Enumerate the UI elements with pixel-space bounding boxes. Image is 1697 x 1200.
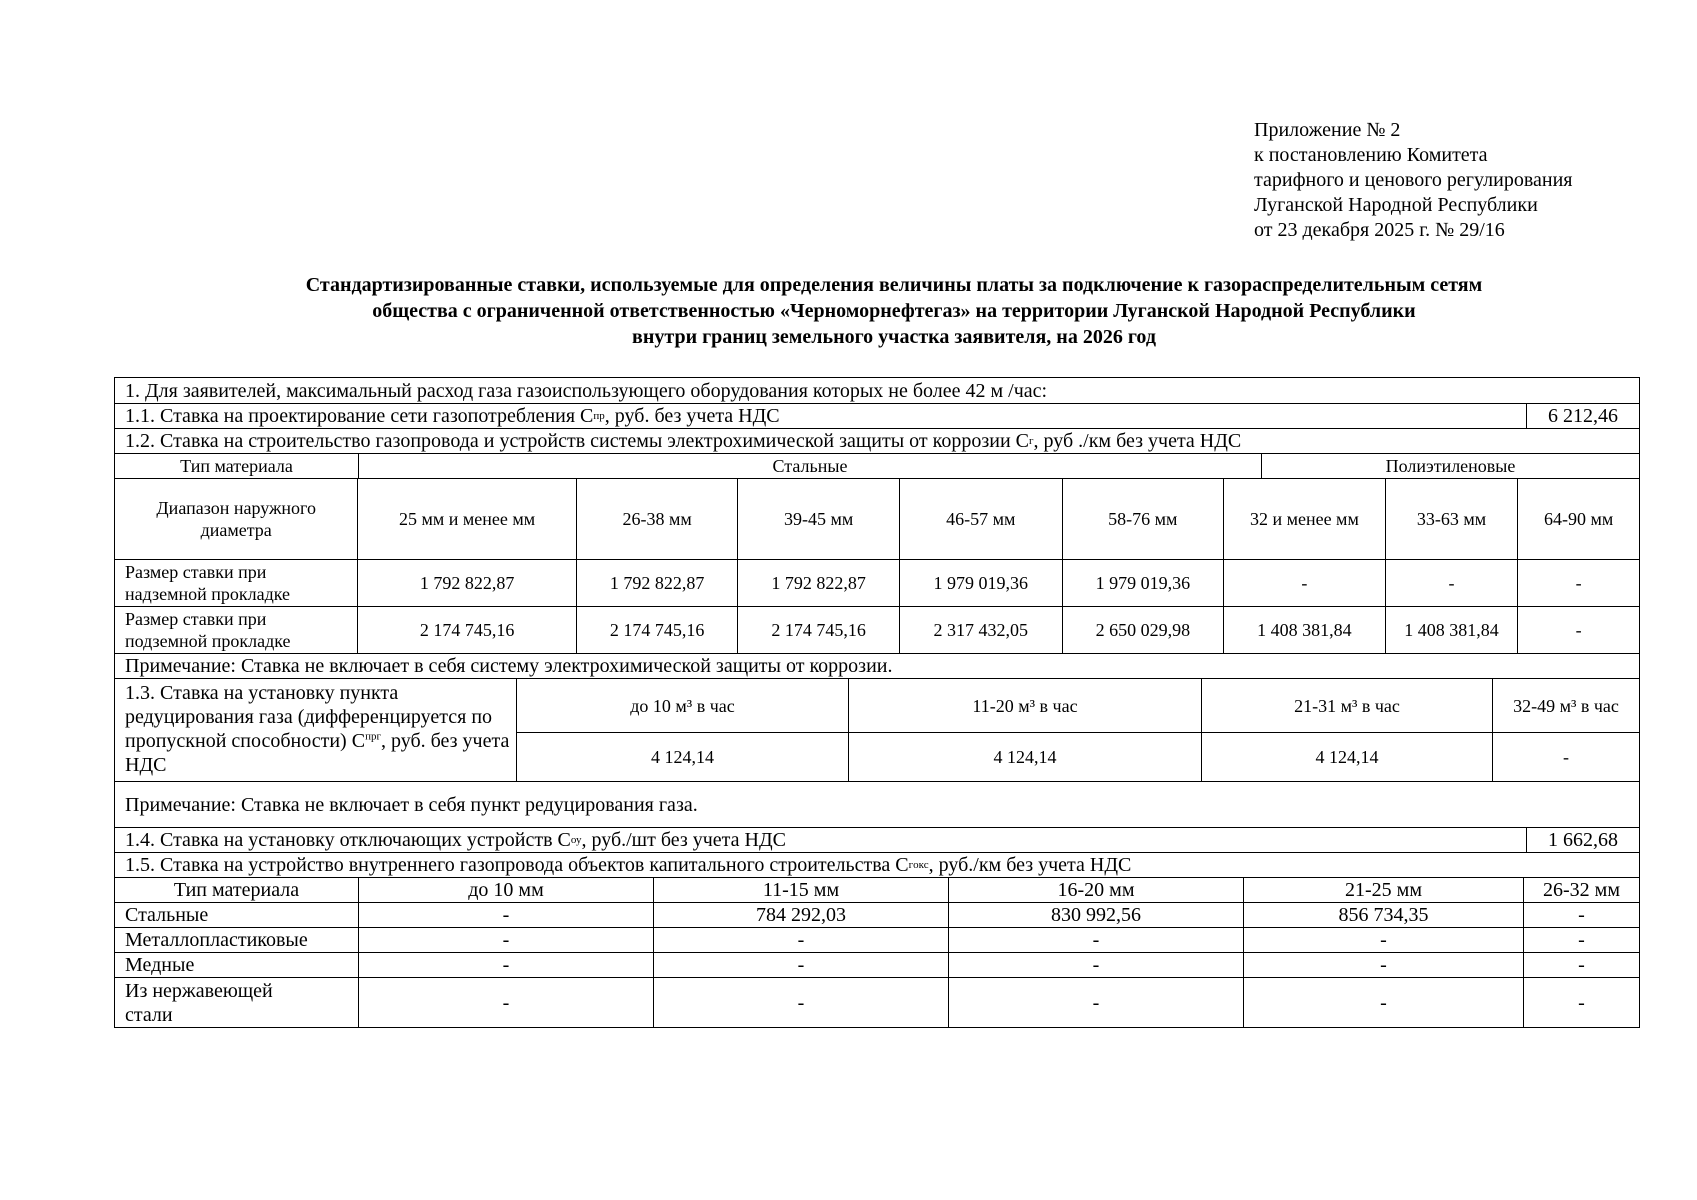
rate-1-1-value: 6 212,46 — [1548, 405, 1618, 427]
rate-value-cell: 4 124,14 — [517, 733, 849, 781]
diameter-range-label: Диапазон наружного диаметра — [115, 479, 358, 559]
section-1-heading-row — [115, 378, 1639, 403]
rate-value-cell: - — [949, 928, 1244, 952]
appendix-line: от 23 декабря 2025 г. № 29/16 — [1254, 219, 1505, 241]
rate-value-cell: - — [1224, 560, 1386, 606]
diameter-cell: 58-76 мм — [1063, 479, 1225, 559]
diameter-cell: 32 и менее мм — [1224, 479, 1386, 559]
appendix-line: к постановлению Комитета — [1254, 144, 1488, 166]
rate-value-cell: 2 174 745,16 — [577, 607, 739, 653]
rate-value-cell: 1 792 822,87 — [738, 560, 900, 606]
rate-value-cell: - — [359, 928, 654, 952]
rate-1-5-label: 1.5. Ставка на устройство внутреннего газопровода объектов капитального строительства С г окс , руб./км без учета НДС — [125, 854, 1132, 876]
rate-value-cell: 1 792 822,87 — [577, 560, 739, 606]
diameter-cell: 33-63 мм — [1386, 479, 1519, 559]
diameter-cell: 46-57 мм — [900, 479, 1063, 559]
rate-1-3-grid — [517, 679, 1639, 781]
rate-value-cell: 2 174 745,16 — [358, 607, 576, 653]
size-cell: 26-32 мм — [1543, 879, 1620, 901]
rate-1-2-diameter-row — [115, 478, 1639, 559]
rate-value-cell: - — [1575, 620, 1582, 640]
rate-1-4-row — [115, 827, 1639, 852]
rate-value-cell: - — [359, 953, 654, 977]
diameter-cell: 25 мм и менее мм — [358, 479, 576, 559]
rate-1-5-size-row — [115, 877, 1639, 902]
rate-value-cell: - — [949, 978, 1244, 1027]
rate-value-cell: 1 792 822,87 — [358, 560, 576, 606]
rate-value-cell: - — [1244, 953, 1524, 977]
table-row — [115, 927, 1639, 952]
rate-1-3-note-row — [115, 781, 1639, 827]
appendix-line: тарифного и ценового регулирования — [1254, 169, 1573, 191]
rate-1-3-row — [115, 678, 1639, 781]
title-line: внутри границ земельного участка заявителя, на 2026 год — [632, 326, 1156, 348]
rate-value-cell: - — [359, 978, 654, 1027]
diameter-cell: 64-90 мм — [1544, 509, 1614, 529]
rate-1-4-value: 1 662,68 — [1548, 829, 1618, 851]
rate-1-2-label: 1.2. Ставка на строительство газопровода и устройств системы электрохимической защиты от коррозии С г , руб ./км без учета НДС — [125, 430, 1242, 452]
underground-label: Размер ставки при подземной прокладке — [115, 607, 358, 653]
rate-value-cell: - — [1578, 929, 1585, 951]
rate-value-cell: 1 408 381,84 — [1386, 607, 1519, 653]
rate-1-3-note: Примечание: Ставка не включает в себя пункт редуцирования газа. — [125, 793, 698, 816]
row-label: Стальные — [115, 903, 359, 927]
title-line: общества с ограниченной ответственностью «Черноморнефтегаз» на территории Луганской Народной Республики — [372, 300, 1416, 322]
rate-1-2-material-row — [115, 453, 1639, 478]
rate-value-cell: 1 979 019,36 — [1063, 560, 1225, 606]
rate-1-2-above-row — [115, 559, 1639, 606]
title-line: Стандартизированные ставки, используемые для определения величины платы за подключение к газораспределительным сетям — [305, 274, 1483, 296]
appendix-line: Луганской Народной Республики — [1254, 194, 1538, 216]
rate-1-2-note-row — [115, 653, 1639, 678]
appendix-line: Приложение № 2 — [1254, 119, 1401, 141]
rate-1-2-heading-row — [115, 428, 1639, 453]
rate-value-cell: - — [1386, 560, 1519, 606]
rate-value-cell: 4 124,14 — [1202, 733, 1493, 781]
rate-value-cell: - — [949, 953, 1244, 977]
polyethylene-group-label: Полиэтиленовые — [1385, 456, 1516, 476]
steel-group-label: Стальные — [359, 454, 1262, 478]
rate-1-1-label: 1.1. Ставка на проектирование сети газопотребления С пр , руб. без учета НДС — [115, 404, 1527, 428]
table-row — [115, 977, 1639, 1027]
rate-value-cell: 2 174 745,16 — [738, 607, 900, 653]
table-row — [115, 952, 1639, 977]
material-type-label: Тип материала — [115, 878, 359, 902]
diameter-cell: 39-45 мм — [738, 479, 900, 559]
capacity-row — [517, 679, 1639, 732]
document-title — [114, 272, 1674, 350]
rate-value-cell: - — [1578, 954, 1585, 976]
above-ground-label: Размер ставки при надземной прокладке — [115, 560, 358, 606]
rate-value-cell: - — [654, 978, 949, 1027]
row-label: Медные — [115, 953, 359, 977]
rate-value-cell: 4 124,14 — [849, 733, 1202, 781]
rate-value-cell: - — [1563, 747, 1569, 767]
diameter-cell: 26-38 мм — [577, 479, 739, 559]
size-cell: 11-15 мм — [654, 878, 949, 902]
size-cell: 16-20 мм — [949, 878, 1244, 902]
size-cell: до 10 мм — [359, 878, 654, 902]
rate-1-2-note: Примечание: Ставка не включает в себя систему электрохимической защиты от коррозии. — [125, 655, 893, 677]
row-label: Из нержавеющей стали — [115, 978, 359, 1027]
size-cell: 21-25 мм — [1244, 878, 1524, 902]
rate-value-cell: - — [1244, 978, 1524, 1027]
appendix-block — [1254, 118, 1572, 243]
capacity-cell: 11-20 м³ в час — [849, 679, 1202, 732]
rate-value-cell: - — [1244, 928, 1524, 952]
rate-1-3-label: 1.3. Ставка на установку пункта редуцирования газа (дифференцируется по пропускной способности) $С^{прг}$, руб. без учета НДС — [115, 679, 517, 781]
rate-value-cell: - — [654, 928, 949, 952]
rate-value-cell: 1 408 381,84 — [1224, 607, 1386, 653]
rates-table — [114, 377, 1640, 1028]
table-row — [115, 902, 1639, 927]
capacity-value-row — [517, 732, 1639, 781]
rate-value-cell: 2 317 432,05 — [900, 607, 1063, 653]
rate-1-4-label: 1.4. Ставка на установку отключающих устройств С оу , руб./шт без учета НДС — [115, 828, 1527, 852]
rate-value-cell: 2 650 029,98 — [1063, 607, 1225, 653]
section-1-heading: 1. Для заявителей, максимальный расход газа газоиспользующего оборудования которых не более 42 м /час: — [125, 379, 1048, 402]
rate-value-cell: - — [1578, 904, 1585, 926]
rate-1-1-row — [115, 403, 1639, 428]
capacity-cell: 21-31 м³ в час — [1202, 679, 1493, 732]
rate-value-cell: 856 734,35 — [1244, 903, 1524, 927]
rate-value-cell: - — [359, 903, 654, 927]
rate-value-cell: 830 992,56 — [949, 903, 1244, 927]
rate-value-cell: - — [654, 953, 949, 977]
capacity-cell: 32-49 м³ в час — [1513, 695, 1619, 716]
capacity-cell: до 10 м³ в час — [517, 679, 849, 732]
rate-value-cell: - — [1578, 991, 1585, 1014]
rate-value-cell: - — [1575, 573, 1582, 593]
rate-1-5-heading-row — [115, 852, 1639, 877]
rate-value-cell: 784 292,03 — [654, 903, 949, 927]
rate-1-2-underground-row — [115, 606, 1639, 653]
rate-value-cell: 1 979 019,36 — [900, 560, 1063, 606]
material-type-label: Тип материала — [115, 454, 359, 478]
row-label: Металлопластиковые — [115, 928, 359, 952]
